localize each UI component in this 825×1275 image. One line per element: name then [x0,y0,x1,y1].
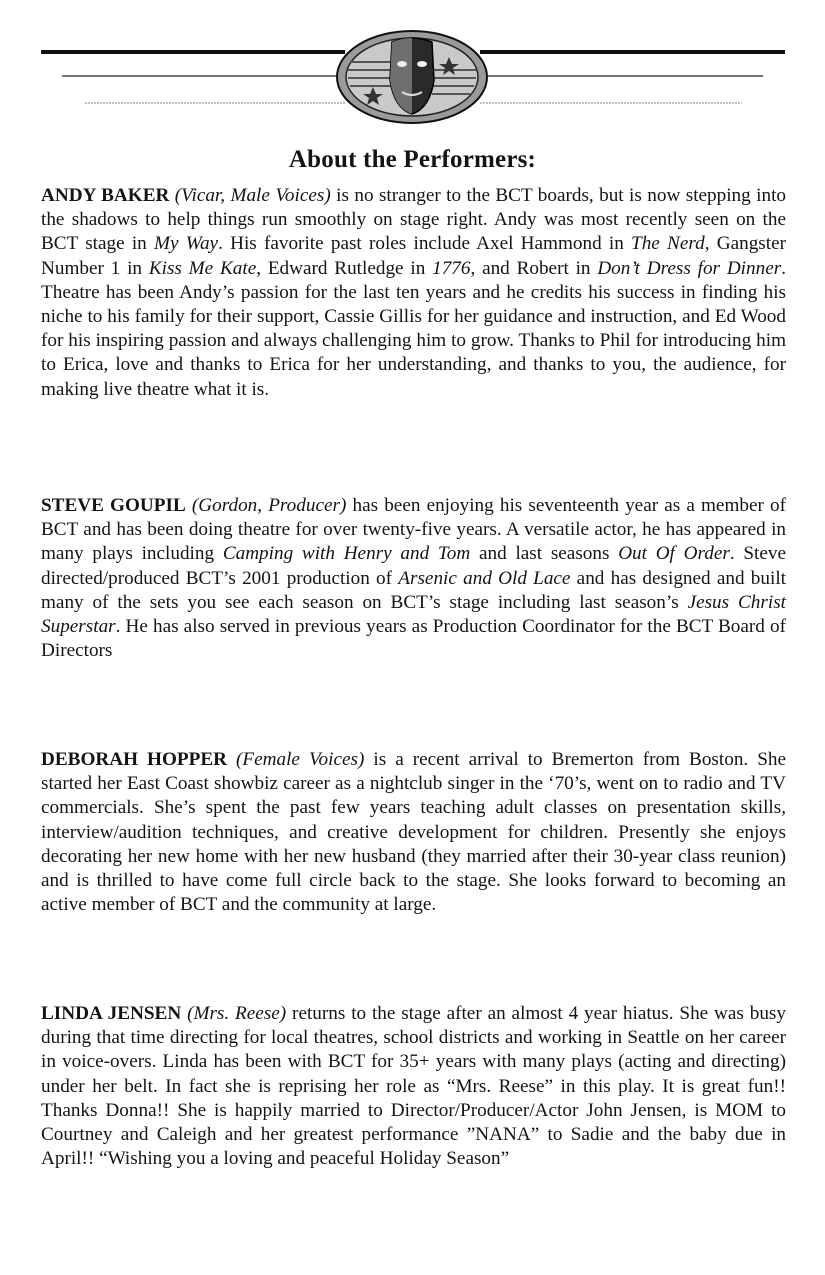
bio-text: is a recent arrival to Bremerton from Boston. She started her East Coast showbiz career as a nightclub singer in the ‘70’s, went on to radio and TV commercials. She’s spent the past few years teaching adult classes on presentation skills, interview/audition techniques, and creative development for children. Presently she enjoys decorating her new home with her new husband (they married after their 30-year class reunion) and is thrilled to have come full circle back to the stage. She looks forward to becoming an active member of BCT and the community at large. [41,749,787,916]
bio-text: has been enjoying his seventeenth year as a member of BCT and has been doing theatre for over twenty-five years. A versatile actor, he has appeared in many plays including [41,495,786,565]
play-title: Jesus Christ Superstar [41,591,786,638]
play-title: 1776 [432,257,471,279]
bio-text: . His favorite past roles include Axel Hammond in [218,233,632,255]
performer-name: LINDA JENSEN [41,1003,182,1024]
bio-andy-baker [41,184,786,402]
play-title: Out Of Order [618,543,730,565]
bio-text: is no stranger to the BCT boards, but is now stepping into the shadows to help things run smoothly on stage right. Andy was most recently seen on the BCT stage in [41,185,787,255]
bio-steve-goupil [41,494,786,663]
bio-text: , Edward Rutledge in [256,257,433,279]
performer-name: STEVE GOUPIL [41,495,186,516]
play-title: The Nerd [631,233,705,255]
performer-name: DEBORAH HOPPER [41,749,227,770]
performer-name: ANDY BAKER [41,185,170,206]
play-title: Kiss Me Kate [148,257,257,279]
play-title: My Way [154,233,219,255]
bio-text: . He has also served in previous years as Production Coordinator for the BCT Board of Directors [41,616,786,662]
bio-text: . Theatre has been Andy’s passion for the last ten years and he credits his success in finding his niche to his family for their support, Cassie Gillis for her guidance and instruction, and Ed Wood for his inspiring passion and always challenging him to grow. Thanks to Phil for introducing him to Erica, love and thanks to Erica for her understanding, and thanks to you, the audience, for making live theatre what it is. [41,257,786,400]
bio-linda-jensen [41,1002,786,1171]
bio-text: , and Robert in [470,257,598,279]
header-ornament [0,0,825,130]
performer-roles: (Mrs. Reese) [187,1003,287,1024]
bio-text: . Steve directed/produced BCT’s 2001 production of [41,543,786,589]
bio-text: and has designed and built many of the sets you see each season on BCT’s stage including last season’s [41,567,786,613]
performer-roles: (Vicar, Male Voices) [174,185,331,206]
bio-text: , Gangster Number 1 in [41,233,786,279]
play-title: Camping with Henry and Tom [222,543,471,565]
theatre-emblem-icon [0,0,825,130]
page-title: About the Performers: [288,146,537,173]
performer-roles: (Female Voices) [236,749,365,770]
bio-text: returns to the stage after an almost 4 year hiatus. She was busy during that time directing for local theatres, school districts and working in Seattle on her career in voice-overs. Linda has been with BCT for 35+ years with many plays (acting and directing) under her belt. In fact she is reprising her role as “Mrs. Reese” in this play. It is great fun!! Thanks Donna!! She is happily married to Director/Producer/Actor John Jensen, is MOM to Courtney and Caleigh and her greatest performance ”NANA” to Sadie and the baby due in April!! “Wishing you a loving and peaceful Holiday Season” [41,1003,786,1170]
play-title: Don’t Dress for Dinner [597,257,782,279]
performer-roles: (Gordon, Producer) [191,495,347,516]
bio-text: and last seasons [470,543,619,565]
play-title: Arsenic and Old Lace [398,567,571,589]
bio-deborah-hopper [41,748,786,917]
